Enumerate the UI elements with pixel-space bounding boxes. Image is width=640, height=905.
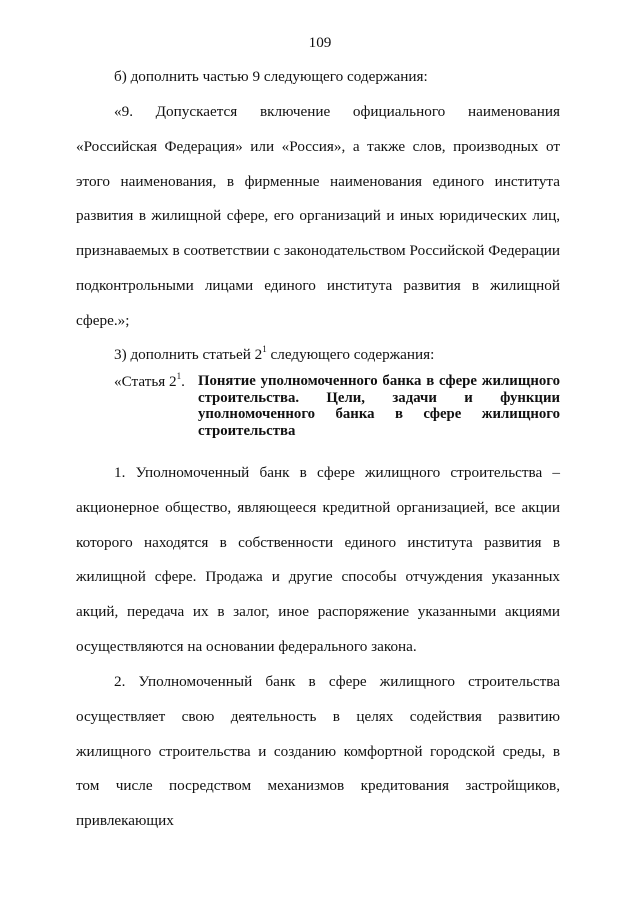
article-superscript: 1 <box>176 371 182 381</box>
article-label-text: «Статья 2 <box>114 373 177 390</box>
article-title: Понятие уполномоченного банка в сфере жилищного строительства. Цели, задачи и функции уполномоченного банка в сфере жилищного строительства <box>198 373 560 439</box>
article-label <box>114 373 198 439</box>
superscript: 1 <box>262 344 267 354</box>
amendment-3-text-end: следующего содержания: <box>266 346 435 363</box>
article-heading <box>114 373 560 439</box>
article-label-dot: . <box>181 373 185 390</box>
paragraph-amendment-3 <box>76 338 560 373</box>
paragraph-part-9: «9. Допускается включение официального наименования «Российская Федерация» или «Россия», а также слов, производных от этого наименования, в фирменные наименования единого института развития в жилищной сфере, его организаций и иных юридических лиц, признаваемых в соответствии с законодательством Российской Федерации подконтрольными лицами единого института развития в жилищной сфере.»; <box>76 103 560 329</box>
page-number: 109 <box>308 34 332 51</box>
amendment-3-text: 3) дополнить статьей 2 <box>114 346 263 363</box>
paragraph-clause-2: 2. Уполномоченный банк в сфере жилищного строительства осуществляет свою деятельность в целях содействия развитию жилищного строительства и созданию комфортной городской среды, в том числе посредством механизмов кредитования застройщиков, привлекающих <box>76 673 560 830</box>
paragraph-amendment-b: б) дополнить частью 9 следующего содержания: <box>114 68 428 85</box>
paragraph-clause-1: 1. Уполномоченный банк в сфере жилищного строительства – акционерное общество, являющееся кредитной организацией, все акции которого находятся в собственности единого института развития в жилищной сфере. Продажа и другие способы отчуждения указанных акций, передача их в залог, иное распоряжение указанными акциями осуществляются на основании федерального закона. <box>76 464 560 655</box>
